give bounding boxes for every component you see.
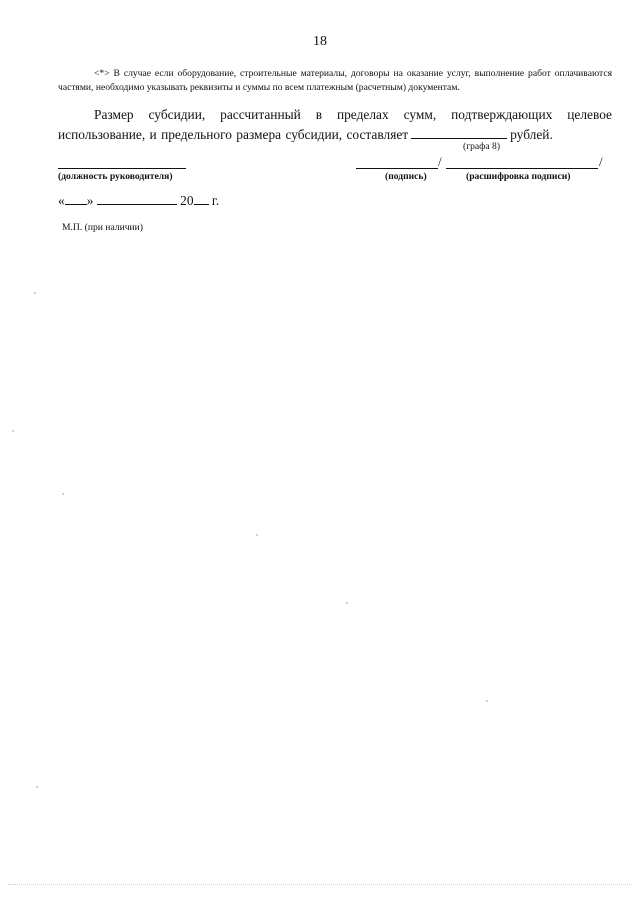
- month-blank: [97, 192, 177, 205]
- day-blank: [65, 192, 87, 205]
- subsidy-paragraph: [58, 106, 612, 144]
- decoding-line: [446, 168, 598, 169]
- amount-blank: [411, 125, 507, 139]
- currency-text: рублей.: [510, 126, 553, 142]
- position-line: [58, 168, 186, 169]
- footnote: <*> В случае если оборудование, строительные материалы, договоры на оказание услуг, выполнение работ оплачиваются частями, необходимо указывать реквизиты и суммы по всем платежным (расчетным) документам.: [58, 68, 612, 93]
- scan-speck: [346, 602, 348, 604]
- scan-speck: [486, 700, 488, 702]
- year-suffix: г.: [211, 193, 220, 208]
- signature-slash-1: /: [438, 154, 442, 169]
- grafa-label: (графа 8): [463, 141, 501, 152]
- position-label: (должность руководителя): [58, 171, 173, 182]
- year-prefix: 20: [180, 193, 194, 208]
- scan-speck: [34, 292, 36, 294]
- year-blank: [194, 192, 209, 205]
- signature-slash-2: /: [599, 154, 603, 169]
- scan-speck: [36, 786, 38, 788]
- scan-speck: [12, 430, 14, 432]
- signature-label: (подпись): [385, 171, 427, 182]
- decoding-label: (расшифровка подписи): [466, 171, 571, 182]
- paragraph-text: Размер субсидии, рассчитанный в пределах сумм, подтверждающих целевое использование, и предельного размера субсидии, составляет: [58, 107, 612, 142]
- open-quote: «: [58, 193, 65, 208]
- scan-speck: [256, 534, 258, 536]
- scan-edge: [8, 884, 632, 885]
- scan-speck: [62, 493, 64, 495]
- close-quote: »: [86, 193, 94, 208]
- stamp-label: М.П. (при наличии): [62, 222, 143, 233]
- page-number: 18: [313, 34, 327, 49]
- signature-line: [356, 168, 438, 169]
- date-line: [58, 192, 219, 209]
